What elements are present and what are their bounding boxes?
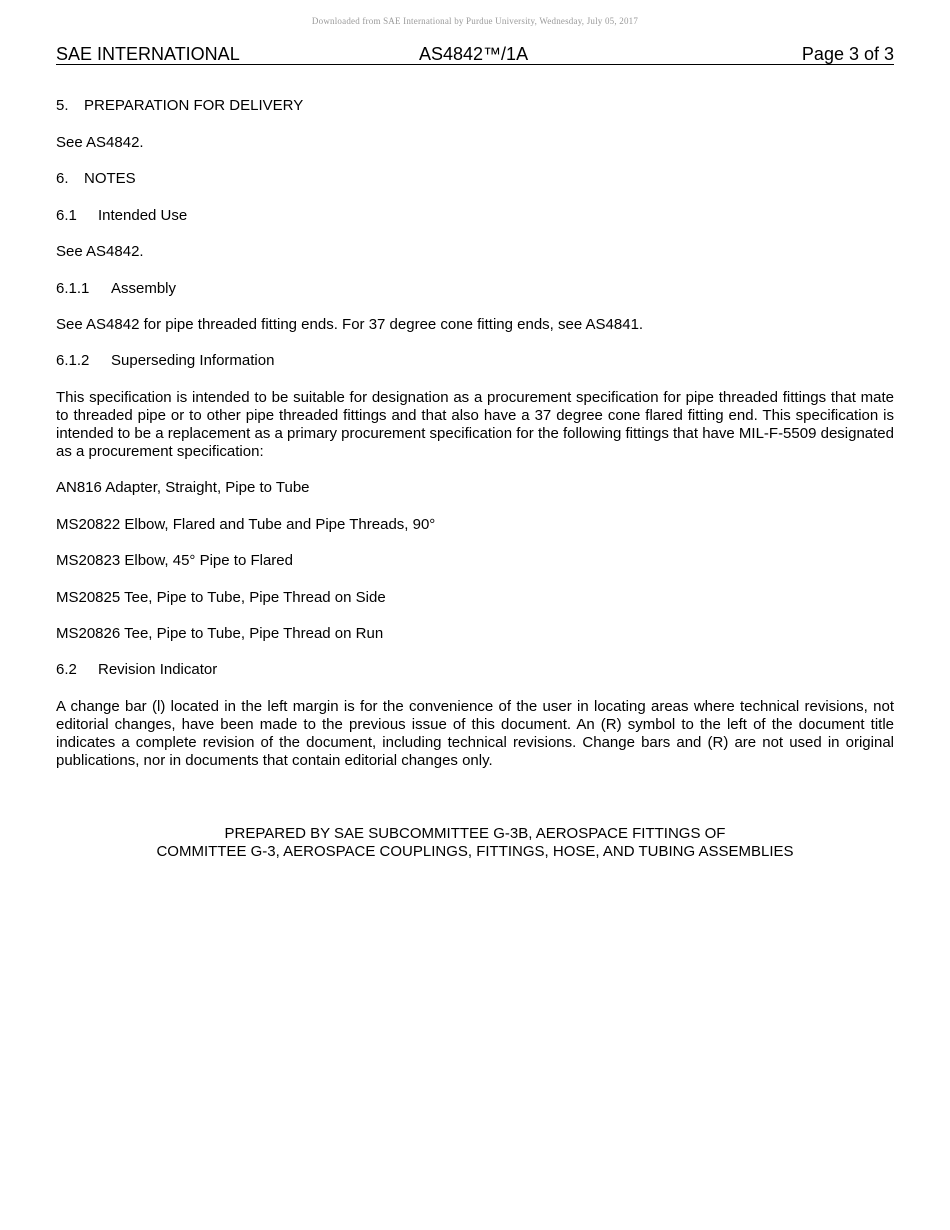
section-title: Intended Use bbox=[98, 207, 188, 224]
footer-line-1: PREPARED BY SAE SUBCOMMITTEE G-3B, AEROSPACE FITTINGS OF bbox=[224, 825, 726, 842]
page-header bbox=[56, 44, 894, 65]
section-title: Revision Indicator bbox=[98, 661, 218, 678]
header-page-number: Page 3 of 3 bbox=[801, 44, 894, 64]
section-6-1-body: See AS4842. bbox=[56, 243, 144, 260]
section-number: 6.2 bbox=[56, 661, 77, 678]
fitting-list-item: AN816 Adapter, Straight, Pipe to Tube bbox=[56, 479, 310, 496]
prepared-by-footer bbox=[56, 825, 894, 861]
section-5-heading bbox=[56, 97, 894, 115]
section-number: 6. bbox=[56, 170, 69, 187]
section-6-1-2-body: This specification is intended to be suitable for designation as a procurement specification for pipe threaded fittings that mate to threaded pipe or to other pipe threaded fittings and that also have a 37 degree cone flared fitting end. This specification is intended to be a replacement as a primary procurement specification for the following fittings that have MIL-F-5509 designated as a procurement specification: bbox=[56, 389, 894, 460]
fitting-list-item: MS20825 Tee, Pipe to Tube, Pipe Thread on Side bbox=[56, 589, 386, 606]
section-number: 6.1.2 bbox=[56, 352, 90, 369]
section-6-2-heading bbox=[56, 661, 894, 679]
header-document-id: AS4842™/1A bbox=[419, 44, 529, 64]
section-title: Assembly bbox=[111, 280, 177, 297]
section-number: 5. bbox=[56, 97, 69, 114]
section-6-1-2-heading bbox=[56, 352, 894, 370]
fitting-list-item: MS20823 Elbow, 45° Pipe to Flared bbox=[56, 552, 293, 569]
section-6-heading bbox=[56, 170, 894, 188]
section-number: 6.1 bbox=[56, 207, 77, 224]
section-title: NOTES bbox=[84, 170, 136, 187]
footer-line-2: COMMITTEE G-3, AEROSPACE COUPLINGS, FITTINGS, HOSE, AND TUBING ASSEMBLIES bbox=[156, 843, 794, 860]
section-number: 6.1.1 bbox=[56, 280, 90, 297]
section-6-2-body: A change bar (l) located in the left margin is for the convenience of the user in locating areas where technical revisions, not editorial changes, have been made to the previous issue of this document. An (R) symbol to the left of the document title indicates a complete revision of the document, including technical revisions. Change bars and (R) are not used in original publications, nor in documents that contain editorial changes only. bbox=[56, 698, 894, 769]
fitting-list-item: MS20826 Tee, Pipe to Tube, Pipe Thread on Run bbox=[56, 625, 384, 642]
section-5-body: See AS4842. bbox=[56, 134, 144, 151]
section-6-1-heading bbox=[56, 207, 894, 225]
download-watermark: Downloaded from SAE International by Purdue University, Wednesday, July 05, 2017 bbox=[311, 16, 639, 26]
fitting-list-item: MS20822 Elbow, Flared and Tube and Pipe Threads, 90° bbox=[56, 516, 436, 533]
section-title: Superseding Information bbox=[111, 352, 275, 369]
section-6-1-1-body: See AS4842 for pipe threaded fitting ends. For 37 degree cone fitting ends, see AS4841. bbox=[56, 316, 644, 333]
header-organization: SAE INTERNATIONAL bbox=[56, 44, 240, 64]
section-title: PREPARATION FOR DELIVERY bbox=[84, 97, 304, 114]
section-6-1-1-heading bbox=[56, 280, 894, 298]
